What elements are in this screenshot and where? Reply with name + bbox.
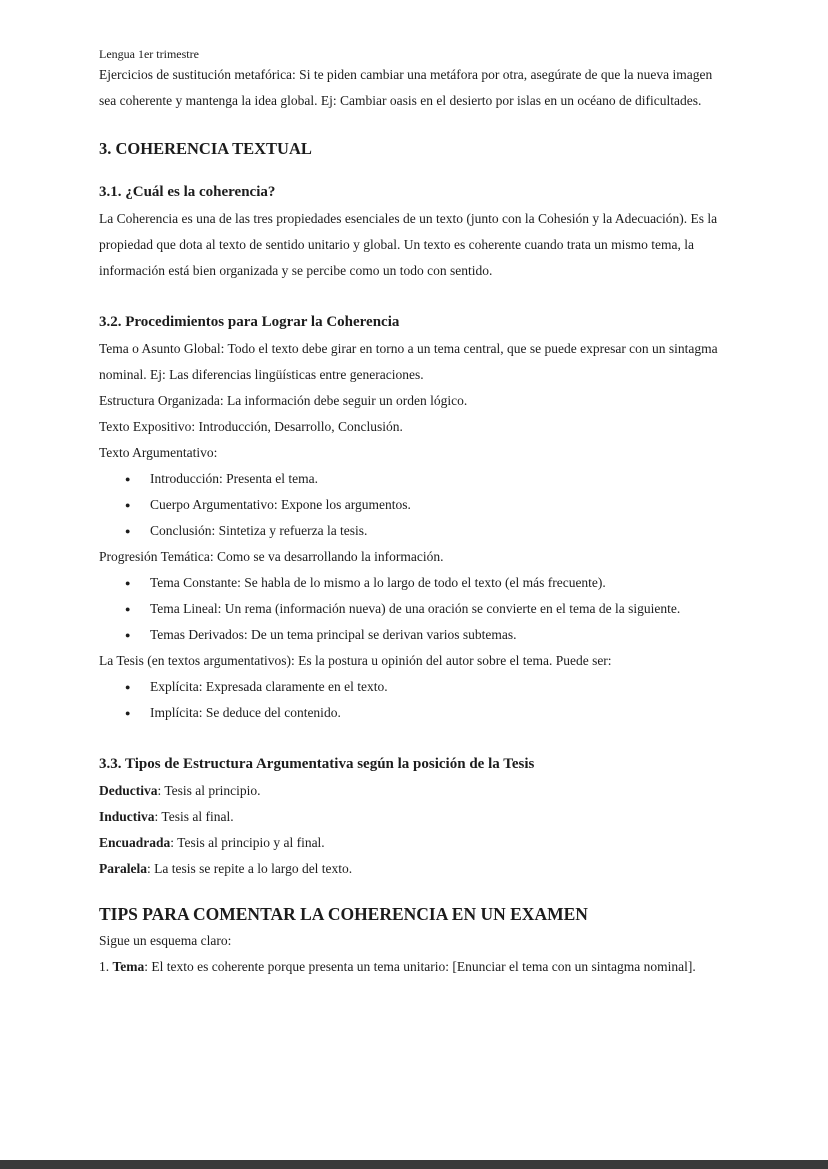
structure-type-inductiva xyxy=(99,804,731,830)
paragraph-metaphor-exercises: Ejercicios de sustitución metafórica: Si te piden cambiar una metáfora por otra, asegúrate de que la nueva imagen sea coherente y mantenga la idea global. Ej: Cambiar oasis en el desierto por islas en un océano de dificultades. xyxy=(99,67,713,108)
structure-type-term: Inductiva xyxy=(99,809,155,824)
structure-type-desc: : Tesis al principio. xyxy=(157,783,261,798)
paragraph-texto-argumentativo: Texto Argumentativo: xyxy=(99,445,218,460)
list-item-text: Temas Derivados: De un tema principal se derivan varios subtemas. xyxy=(150,627,517,642)
list-item xyxy=(99,674,731,700)
list-item-text: Implícita: Se deduce del contenido. xyxy=(150,705,341,720)
heading-coherencia-textual: 3. COHERENCIA TEXTUAL xyxy=(99,139,312,158)
structure-type-encuadrada xyxy=(99,830,731,856)
structure-type-desc: : La tesis se repite a lo largo del texto. xyxy=(146,861,353,876)
tips-item-desc: : El texto es coherente porque presenta un tema unitario: [Enunciar el tema con un sintagma nominal]. xyxy=(144,959,696,974)
list-item xyxy=(99,518,731,544)
list-item xyxy=(99,492,731,518)
paragraph-progresion-tematica: Progresión Temática: Como se va desarrollando la información. xyxy=(99,549,444,564)
argumentative-structure-list xyxy=(99,466,731,544)
bottom-bar xyxy=(0,1160,828,1169)
list-item-text: Explícita: Expresada claramente en el texto. xyxy=(150,679,388,694)
heading-3-2-procedimientos: 3.2. Procedimientos para Lograr la Coherencia xyxy=(99,314,400,330)
tips-item-number: 1. xyxy=(99,959,113,974)
list-item-text: Cuerpo Argumentativo: Expone los argumentos. xyxy=(150,497,411,512)
list-item xyxy=(99,466,731,492)
tips-item-1-tema xyxy=(99,954,731,980)
paragraph-texto-expositivo: Texto Expositivo: Introducción, Desarrollo, Conclusión. xyxy=(99,419,403,434)
paragraph-tema-o-asunto-global: Tema o Asunto Global: Todo el texto debe girar en torno a un tema central, que se puede expresar con un sintagma nominal. Ej: Las diferencias lingüísticas entre generaciones. xyxy=(99,341,718,382)
structure-type-desc: : Tesis al final. xyxy=(154,809,234,824)
structure-type-desc: : Tesis al principio y al final. xyxy=(170,835,325,850)
paragraph-la-tesis: La Tesis (en textos argumentativos): Es la postura u opinión del autor sobre el tema. Puede ser: xyxy=(99,653,612,668)
list-item-text: Tema Constante: Se habla de lo mismo a lo largo de todo el texto (el más frecuente). xyxy=(150,575,606,590)
list-item-text: Tema Lineal: Un rema (información nueva) de una oración se convierte en el tema de la siguiente. xyxy=(150,601,681,616)
structure-type-deductiva xyxy=(99,778,731,804)
thematic-progression-list xyxy=(99,570,731,648)
structure-type-term: Deductiva xyxy=(99,783,158,798)
list-item xyxy=(99,700,731,726)
list-item xyxy=(99,622,731,648)
heading-3-3-tipos-estructura: 3.3. Tipos de Estructura Argumentativa según la posición de la Tesis xyxy=(99,756,535,772)
paragraph-3-1-definition: La Coherencia es una de las tres propiedades esenciales de un texto (junto con la Cohesión y la Adecuación). Es la propiedad que dota al texto de sentido unitario y global. Un texto es coherente cuando trata un mismo tema, la información está bien organizada y se percibe como un todo con sentido. xyxy=(99,211,718,278)
structure-type-term: Paralela xyxy=(99,861,147,876)
structure-type-term: Encuadrada xyxy=(99,835,171,850)
list-item-text: Conclusión: Sintetiza y refuerza la tesis. xyxy=(150,523,368,538)
paragraph-estructura-organizada: Estructura Organizada: La información debe seguir un orden lógico. xyxy=(99,393,468,408)
paragraph-sigue-esquema: Sigue un esquema claro: xyxy=(99,933,232,948)
document-title-header: Lengua 1er trimestre xyxy=(99,47,199,61)
structure-type-paralela xyxy=(99,856,731,882)
list-item xyxy=(99,596,731,622)
heading-3-1-cual-es-la-coherencia: 3.1. ¿Cuál es la coherencia? xyxy=(99,184,276,200)
thesis-type-list xyxy=(99,674,731,726)
tips-item-term: Tema xyxy=(112,959,145,974)
heading-tips-comentar-coherencia: TIPS PARA COMENTAR LA COHERENCIA EN UN EXAMEN xyxy=(99,904,588,924)
list-item xyxy=(99,570,731,596)
list-item-text: Introducción: Presenta el tema. xyxy=(150,471,318,486)
